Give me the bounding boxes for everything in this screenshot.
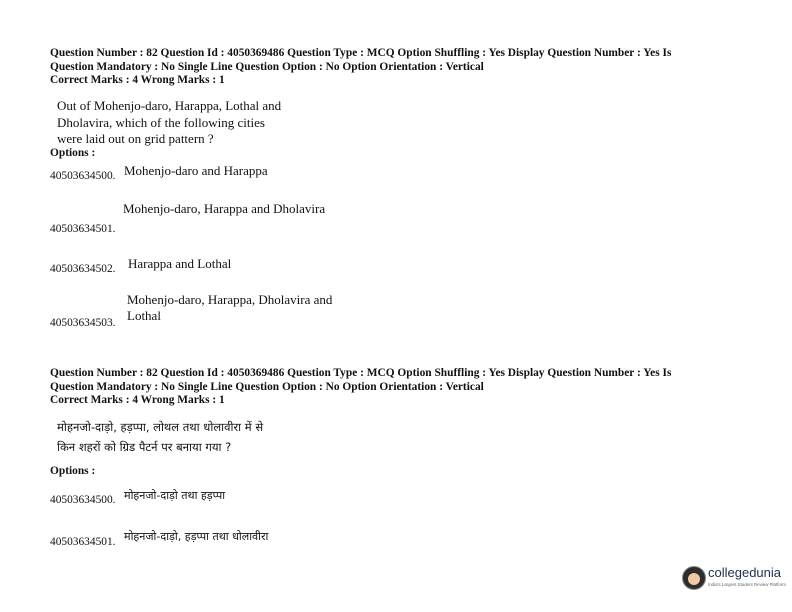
question-meta [50,47,730,88]
options-label: Options : [50,465,96,477]
option-id: 40503634501. [50,223,116,235]
collegedunia-logo [682,562,788,602]
option-text: Harappa and Lothal [128,256,232,271]
question-line-1: मोहनजो-दाड़ो, हड़प्पा, लोथल तथा धोलावीरा में से [57,420,264,434]
question-meta [50,367,730,408]
options-label: Options : [50,147,96,159]
option-id: 40503634502. [50,263,116,275]
option-id: 40503634503. [50,317,116,329]
logo-name: collegedunia [708,565,782,580]
option-text: Mohenjo-daro and Harappa [124,163,268,178]
mascot-icon [682,566,706,590]
question-line-1: Out of Mohenjo-daro, Harappa, Lothal and [57,98,282,113]
option-text: मोहनजो-दाड़ो, हड़प्पा तथा धोलावीरा [124,530,269,543]
option-text: Mohenjo-daro, Harappa, Dholavira and Lothal [127,292,333,323]
question-line-2: Dholavira, which of the following cities [57,114,265,130]
option-id: 40503634500. [50,170,116,182]
option-text: Mohenjo-daro, Harappa and Dholavira [123,201,326,216]
question-line-3: were laid out on grid pattern ? [57,131,214,146]
question-text [57,98,281,148]
logo-tagline: India's Largest Student Review Platform [708,582,786,587]
meta-line-1: Question Number : 82 Question Id : 4050369486 Question Type : MCQ Option Shuffling : Yes Display Question Number : Yes Is [50,367,672,379]
option-text: मोहनजो-दाड़ो तथा हड़प्पा [124,489,226,502]
marks-line: Correct Marks : 4 Wrong Marks : 1 [50,394,225,407]
meta-line-2: Question Mandatory : No Single Line Question Option : No Option Orientation : Vertical [50,60,484,73]
question-text-hindi [57,417,263,457]
option-id: 40503634501. [50,536,116,548]
meta-line-1: Question Number : 82 Question Id : 4050369486 Question Type : MCQ Option Shuffling : Yes Display Question Number : Yes Is [50,47,672,59]
meta-line-2: Question Mandatory : No Single Line Question Option : No Option Orientation : Vertical [50,380,484,393]
option-id: 40503634500. [50,494,116,506]
marks-line: Correct Marks : 4 Wrong Marks : 1 [50,74,225,87]
question-line-2: किन शहरों को ग्रिड पैटर्न पर बनाया गया ? [57,440,232,454]
